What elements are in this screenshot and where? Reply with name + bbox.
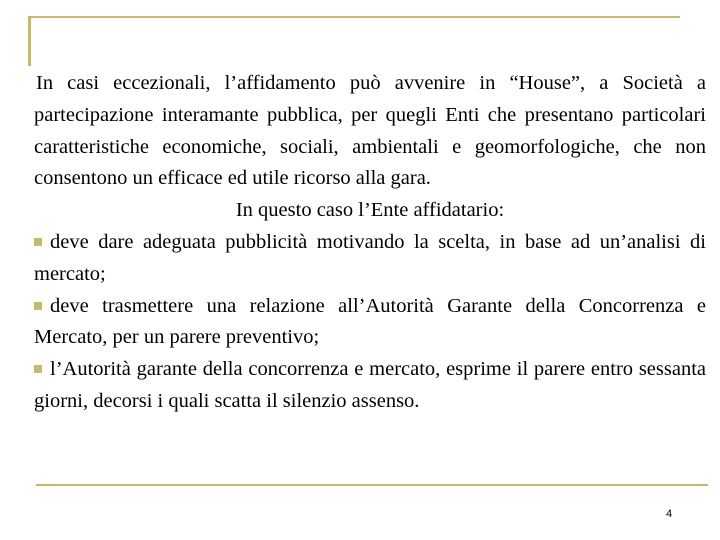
- bullet-item: [34, 227, 706, 291]
- frame-bottom-line: [36, 484, 708, 486]
- subheading: In questo caso l’Ente affidatario:: [235, 199, 505, 222]
- frame-left-line: [28, 16, 31, 66]
- bullet-text: deve dare adeguata pubblicità motivando la scelta, in base ad un’analisi di mercato;: [34, 230, 706, 285]
- bullet-item: [34, 291, 706, 355]
- square-bullet-icon: [34, 365, 42, 373]
- bullet-item: [34, 354, 706, 418]
- bullet-text: l’Autorità garante della concorrenza e mercato, esprime il parere entro sessanta giorni, decorsi i quali scatta il silenzio assenso.: [34, 358, 706, 412]
- bullet-text: deve trasmettere una relazione all’Autorità Garante della Concorrenza e Mercato, per un parere preventivo;: [34, 294, 706, 349]
- frame-top-line: [28, 16, 680, 18]
- square-bullet-icon: [34, 238, 42, 246]
- intro-paragraph: In casi eccezionali, l’affidamento può avvenire in “House”, a Società a partecipazione interamante pubblica, per quegli Enti che presentano particolari caratteristiche economiche, sociali, ambientali e geomorfologiche, che non consentono un efficace ed utile ricorso alla gara.: [34, 72, 706, 190]
- page-number: 4: [666, 508, 673, 520]
- square-bullet-icon: [34, 302, 42, 310]
- slide-content: [34, 68, 706, 418]
